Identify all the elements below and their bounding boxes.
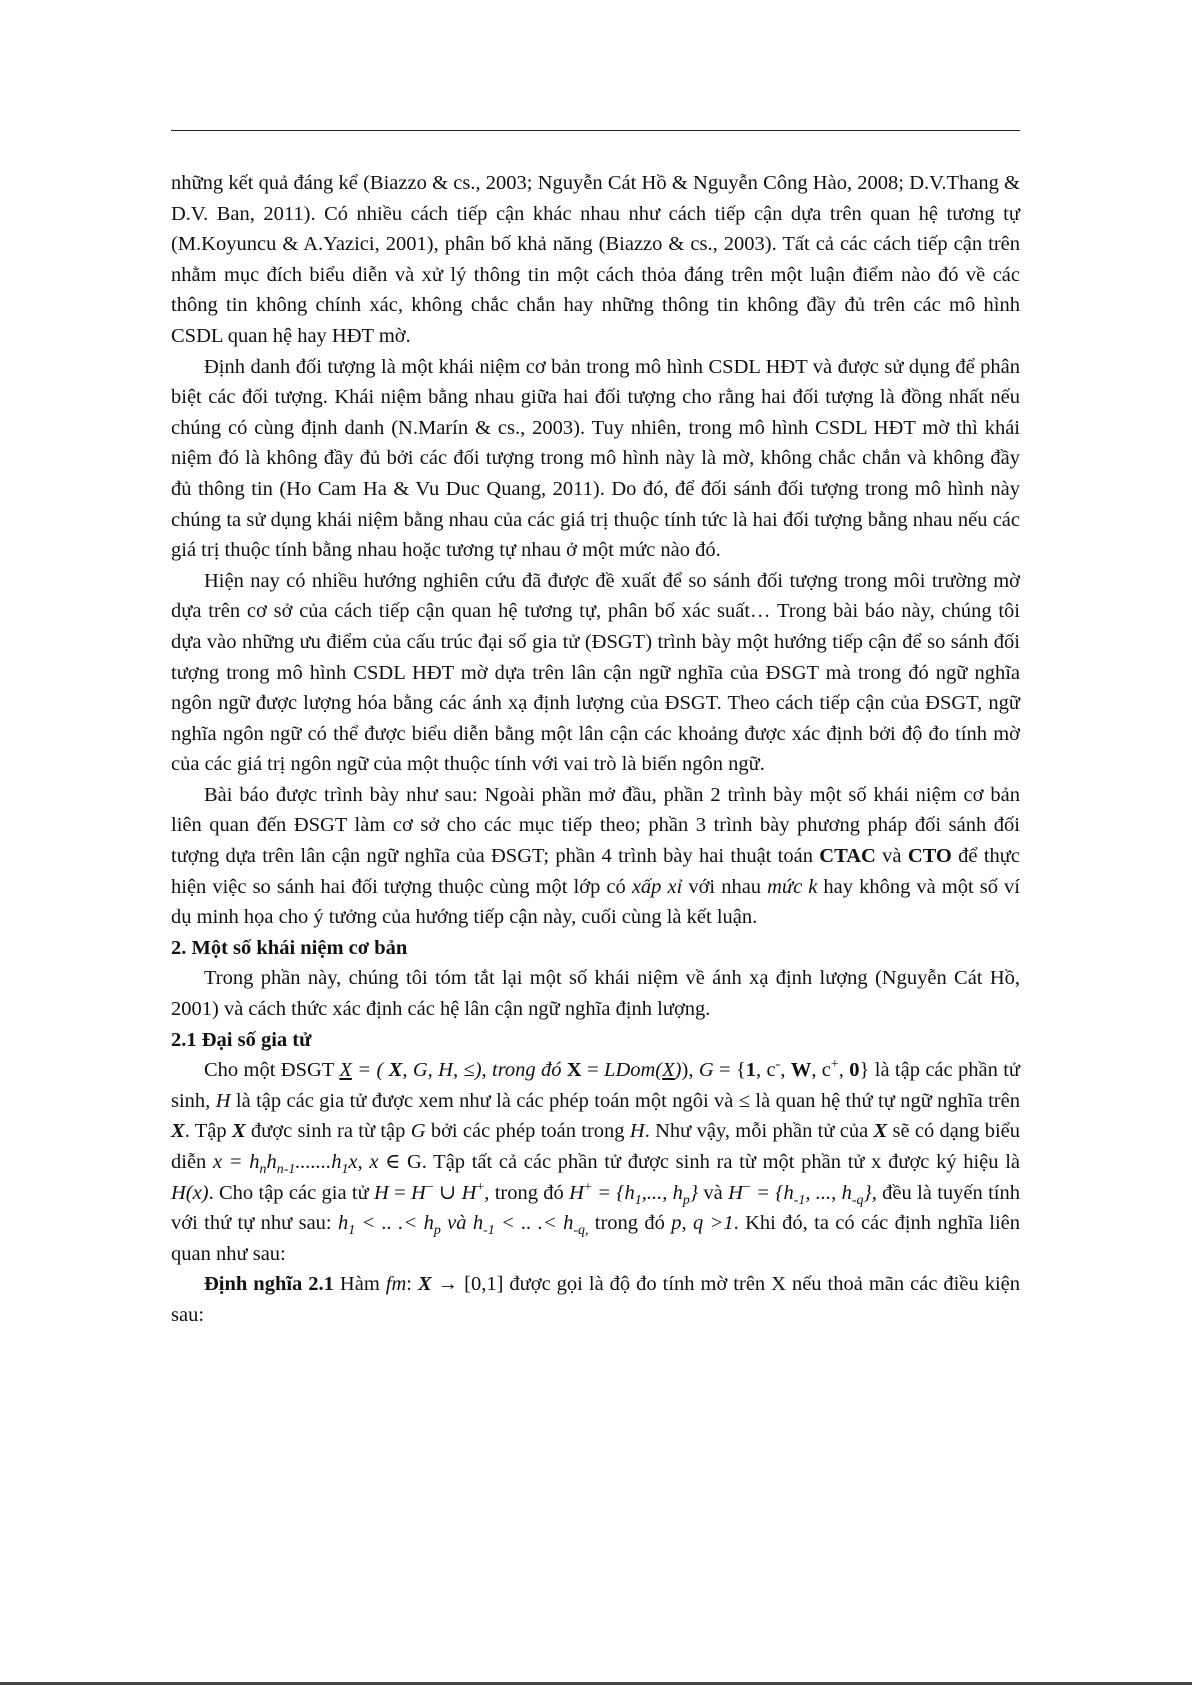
paragraph-hedge-algebra-definition: Cho một ĐSGT X = ( X, G, H, ≤), trong đó X = LDom(X)), G = {1, c-, W, c+, 0} là tập các phần tử sinh, H là tập các gia tử được xem như là các phép toán một ngôi và ≤ là quan hệ thứ tự ngữ nghĩa trên X. Tập X được sinh ra từ tập G bởi các phép toán trong H. Như vậy, mỗi phần tử của X sẽ có dạng biểu diễn $x = h_nh_{n-1}.......h_1x$, x ∈ G. Tập tất cả các phần tử được sinh ra từ một phần tử x được ký hiệu là H(x). Cho tập các gia tử H = H− ∪ H+, trong đó $H^+ = \{h_1$,..., $h_p$} và $H^- = \{h_{-1}$, ..., $h_{-q}$}, đều là tuyến tính với thứ tự như sau: $h_1$ < .. .< $h_p$ và $h_{-1}$ < .. .< $h_{-q,}$ trong đó p, q >1. Khi đó, ta có các định nghĩa liên quan như sau: (171, 1057, 1021, 1265)
section-heading-2: 2. Một số khái niệm cơ bản (171, 936, 408, 959)
paragraph-definition-2-1: Định nghĩa 2.1 Hàm fm: X → [0,1] được gọi là độ đo tính mờ trên X nếu thoả mãn các điều kiện sau: (171, 1273, 1020, 1326)
paragraph-paper-outline: Bài báo được trình bày như sau: Ngoài phần mở đầu, phần 2 trình bày một số khái niệm cơ bản liên quan đến ĐSGT làm cơ sở cho các mục tiếp theo; phần 3 trình bày phương pháp đối sánh đối tượng dựa trên lân cận ngữ nghĩa của ĐSGT; phần 4 trình bày hai thuật toán CTAC và CTO để thực hiện việc so sánh hai đối tượng thuộc cùng một lớp có xấp xỉ với nhau mức k hay không và một số ví dụ minh họa cho ý tưởng của hướng tiếp cận này, cuối cùng là kết luận. (171, 783, 1020, 929)
paragraph-section-2-intro: Trong phần này, chúng tôi tóm tắt lại một số khái niệm về ánh xạ định lượng (Nguyễn Cát Hồ, 2001) và cách thức xác định các hệ lân cận ngữ nghĩa định lượng. (171, 967, 1020, 1021)
header-rule (171, 130, 1020, 131)
section-heading-2-1: 2.1 Đại số gia tử (171, 1028, 312, 1051)
paragraph-object-identity: Định danh đối tượng là một khái niệm cơ bản trong mô hình CSDL HĐT và được sử dụng để phân biệt các đối tượng. Khái niệm bằng nhau giữa hai đối tượng cho rằng hai đối tượng là đồng nhất nếu chúng có cùng định danh (N.Marín & cs., 2003). Tuy nhiên, trong mô hình CSDL HĐT mờ thì khái niệm đó là không đầy đủ bởi các đối tượng trong mô hình này là mờ, không chắc chắn và không đầy đủ thông tin (Ho Cam Ha & Vu Duc Quang, 2011). Do đó, để đối sánh đối tượng trong mô hình này chúng ta sử dụng khái niệm bằng nhau của các giá trị thuộc tính tức là hai đối tượng bằng nhau nếu các giá trị thuộc tính bằng nhau hoặc tương tự nhau ở một mức nào đó. (171, 355, 1020, 562)
paragraph-research-directions: Hiện nay có nhiều hướng nghiên cứu đã được đề xuất để so sánh đối tượng trong môi trường mờ dựa trên cơ sở của cách tiếp cận quan hệ tương tự, phân bố xác suất… Trong bài báo này, chúng tôi dựa vào những ưu điểm của cấu trúc đại số gia tử (ĐSGT) trình bày một hướng tiếp cận để so sánh đối tượng trong mô hình CSDL HĐT mờ dựa trên lân cận ngữ nghĩa của ĐSGT mà trong đó ngữ nghĩa ngôn ngữ được lượng hóa bằng các ánh xạ định lượng của ĐSGT. Theo cách tiếp cận của ĐSGT, ngữ nghĩa ngôn ngữ có thể được biểu diễn bằng một lân cận các khoảng được xác định bởi độ đo tính mờ của các giá trị ngôn ngữ của một thuộc tính với vai trò là biến ngôn ngữ. (171, 569, 1020, 776)
page-body (171, 168, 1020, 1331)
paragraph-intro: những kết quả đáng kể (Biazzo & cs., 2003; Nguyễn Cát Hồ & Nguyễn Công Hào, 2008; D.V.Thang & D.V. Ban, 2011). Có nhiều cách tiếp cận khác nhau như cách tiếp cận dựa trên quan hệ tương tự (M.Koyuncu & A.Yazici, 2001), phân bố khả năng (Biazzo & cs., 2003). Tất cả các cách tiếp cận trên nhằm mục đích biểu diễn và xử lý thông tin một cách thỏa đáng trên một luận điểm nào đó về các thông tin không chính xác, không chắc chắn hay những thông tin không đầy đủ trên các mô hình CSDL quan hệ hay HĐT mờ. (171, 172, 1020, 347)
